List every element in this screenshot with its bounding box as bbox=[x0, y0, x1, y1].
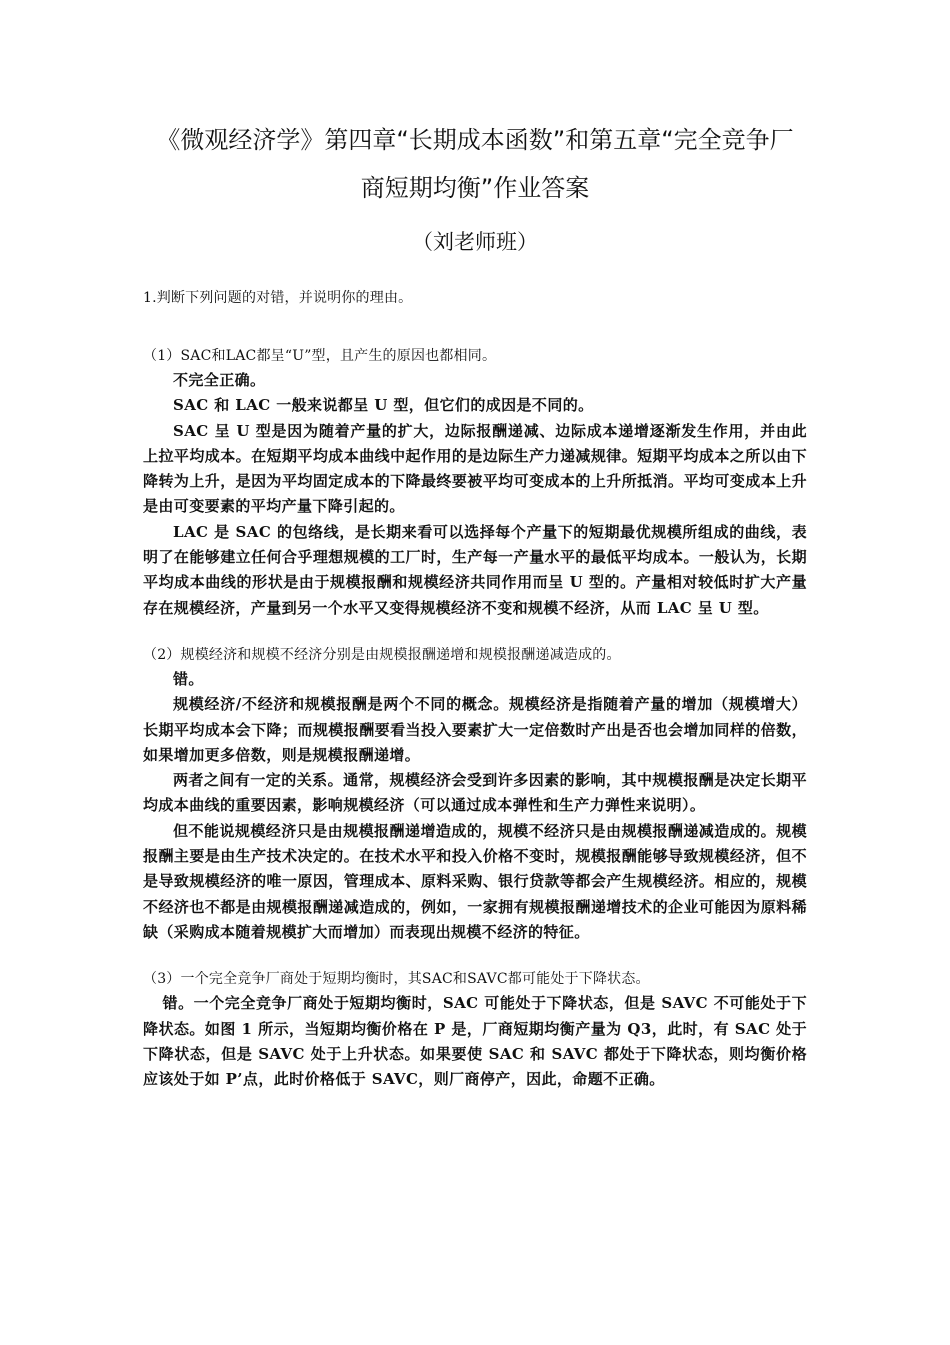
spacer bbox=[143, 621, 807, 643]
instruction: 1.判断下列问题的对错，并说明你的理由。 bbox=[143, 290, 413, 306]
question-2 bbox=[143, 643, 807, 945]
question-1-paragraph: SAC 呈 U 型是因为随着产量的扩大，边际报酬递减、边际成本递增逐渐发生作用，并由此上拉平均成本。在短期平均成本曲线中起作用的是边际生产力递减规律。短期平均成本之所以由下降转为上升，是因为平均固定成本的下降最终要被平均可变成本的上升所抵消。平均可变成本上升是由可变要素的平均产量下降引起的。 bbox=[143, 421, 807, 516]
document-body bbox=[143, 286, 807, 1092]
question-1-paragraph: LAC 是 SAC 的包络线，是长期来看可以选择每个产量下的短期最优规模所组成的曲线，表明了在能够建立任何合乎理想规模的工厂时，生产每一产量水平的最低平均成本。一般认为，长期平均成本曲线的形状是由于规模报酬和规模经济共同作用而呈 U 型的。产量相对较低时扩大产量存在规模经济，产量到另一个水平又变得规模经济不变和规模不经济，从而 LAC 呈 U 型。 bbox=[143, 522, 807, 617]
question-3-prompt: （3）一个完全竞争厂商处于短期均衡时，其SAC和SAVC都可能处于下降状态。 bbox=[143, 971, 650, 988]
question-1 bbox=[143, 344, 807, 621]
question-2-paragraph: 两者之间有一定的关系。通常，规模经济会受到许多因素的影响，其中规模报酬是决定长期平均成本曲线的重要因素，影响规模经济（可以通过成本弹性和生产力弹性来说明）。 bbox=[143, 771, 807, 815]
spacer bbox=[143, 945, 807, 967]
document-title-line-2: 商短期均衡”作业答案 bbox=[360, 174, 590, 202]
document-title-line-1: 《微观经济学》第四章“长期成本函数”和第五章“完全竞争厂 bbox=[156, 126, 794, 154]
document-subtitle: （刘老师班） bbox=[412, 230, 538, 254]
question-2-paragraph: 规模经济/不经济和规模报酬是两个不同的概念。规模经济是指随着产量的增加（规模增大）长期平均成本会下降；而规模报酬要看当投入要素扩大一定倍数时产出是否也会增加同样的倍数，如果增加更多倍数，则是规模报酬递增。 bbox=[143, 695, 807, 764]
question-1-prompt: （1）SAC和LAC都呈“U”型，且产生的原因也都相同。 bbox=[143, 348, 497, 364]
question-1-paragraph: SAC 和 LAC 一般来说都呈 U 型，但它们的成因是不同的。 bbox=[173, 396, 594, 415]
question-2-verdict: 错。 bbox=[173, 669, 204, 688]
question-3-answer: 错。一个完全竞争厂商处于短期均衡时，SAC 可能处于下降状态，但是 SAVC 不可能处于下降状态。如图 1 所示，当短期均衡价格在 P 是，厂商短期均衡产量为 Q3，此时，有 SAC 处于下降状态，但是 SAVC 处于上升状态。如果要使 SAC 和 SAVC 都处于下降状态，则均衡价格应该处于如 P’点，此时价格低于 SAVC，则厂商停产，因此，命题不正确。 bbox=[143, 994, 807, 1089]
question-1-verdict: 不完全正确。 bbox=[173, 371, 266, 389]
question-3 bbox=[143, 967, 807, 1092]
question-2-prompt: （2）规模经济和规模不经济分别是由规模报酬递增和规模报酬递减造成的。 bbox=[143, 646, 621, 663]
question-2-paragraph: 但不能说规模经济只是由规模报酬递增造成的，规模不经济只是由规模报酬递减造成的。规模报酬主要是由生产技术决定的。在技术水平和投入价格不变时，规模报酬能够导致规模经济，但不是导致规模经济的唯一原因，管理成本、原料采购、银行贷款等都会产生规模经济。相应的，规模不经济也不都是由规模报酬递减造成的，例如，一家拥有规模报酬递增技术的企业可能因为原料稀缺（采购成本随着规模扩大而增加）而表现出规模不经济的特征。 bbox=[143, 821, 807, 941]
